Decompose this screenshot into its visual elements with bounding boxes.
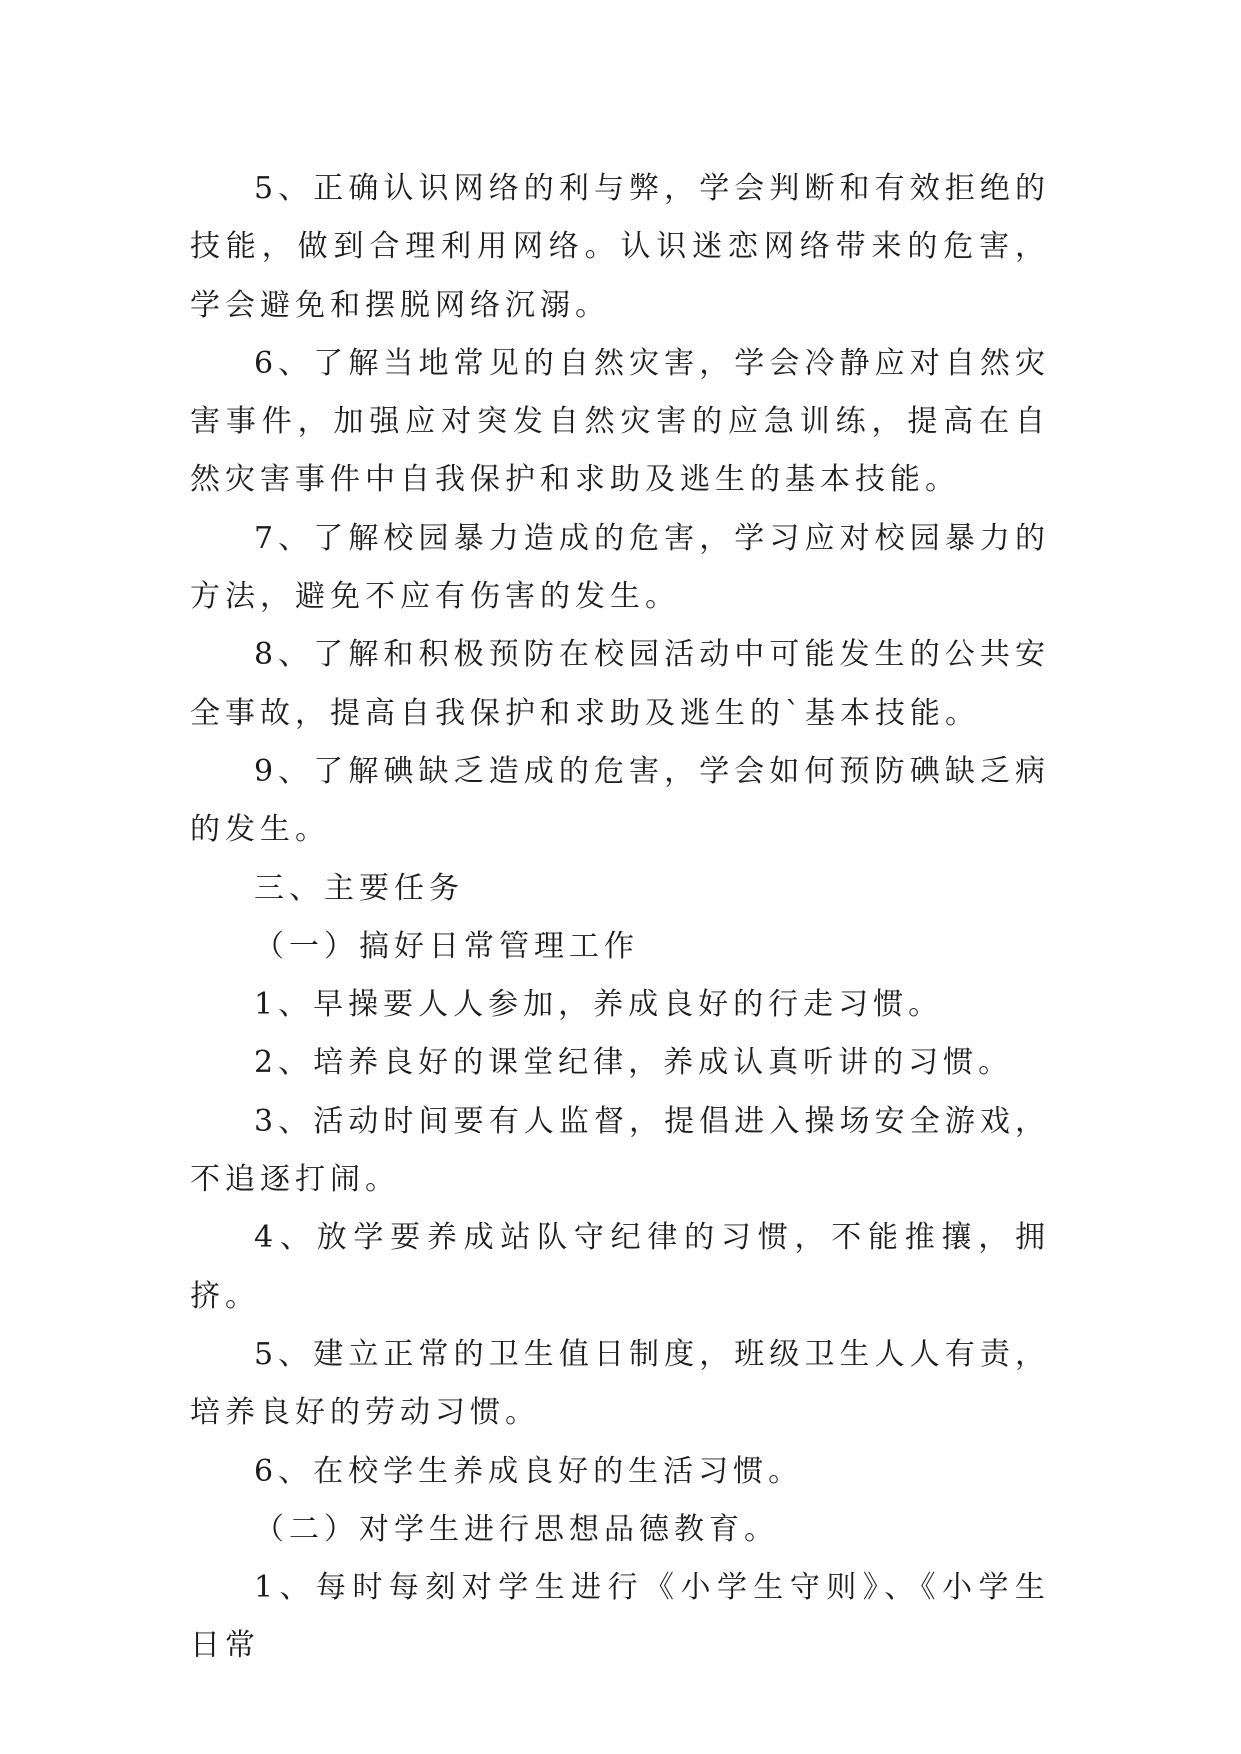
paragraph-moral-1-rules: 1、每时每刻对学生进行《小学生守则》、《小学生日常 [190,1570,1050,1664]
paragraph-item-7-school-violence: 7、了解校园暴力造成的危害，学习应对校园暴力的方法，避免不应有伤害的发生。 [190,520,1050,615]
paragraph-item-5-internet: 5、正确认识网络的利与弊，学会判断和有效拒绝的技能，做到合理利用网络。认识迷恋网络带来的危害，学会避免和摆脱网络沉溺。 [190,171,1050,323]
paragraph-item-8-public-safety: 8、了解和积极预防在校园活动中可能发生的公共安全事故，提高自我保护和求助及逃生的`基本技能。 [190,637,1050,731]
paragraph-task-3-activity-supervision: 3、活动时间要有人监督，提倡进入操场安全游戏，不追逐打闹。 [190,1103,1050,1198]
subsection-heading-daily-management: （一）搞好日常管理工作 [254,928,639,964]
paragraph-item-6-natural-disaster: 6、了解当地常见的自然灾害，学会冷静应对自然灾害事件，加强应对突发自然灾害的应急训练，提高在自然灾害事件中自我保护和求助及逃生的基本技能。 [190,345,1050,498]
paragraph-task-4-dismissal: 4、放学要养成站队守纪律的习惯，不能推攘，拥挤。 [190,1220,1050,1314]
subsection-heading-moral-education: （二）对学生进行思想品德教育。 [254,1511,779,1547]
paragraph-task-1-morning-exercise: 1、早操要人人参加，养成良好的行走习惯。 [254,987,944,1023]
paragraph-item-9-iodine: 9、了解碘缺乏造成的危害，学会如何预防碘缺乏病的发生。 [190,753,1050,848]
paragraph-task-5-hygiene-duty: 5、建立正常的卫生值日制度，班级卫生人人有责，培养良好的劳动习惯。 [190,1336,1050,1431]
paragraph-task-6-living-habits: 6、在校学生养成良好的生活习惯。 [254,1453,804,1489]
document-body [190,160,1050,1676]
paragraph-task-2-classroom-discipline: 2、培养良好的课堂纪律，养成认真听讲的习惯。 [254,1045,1014,1081]
section-heading-main-tasks: 三、主要任务 [254,870,464,906]
